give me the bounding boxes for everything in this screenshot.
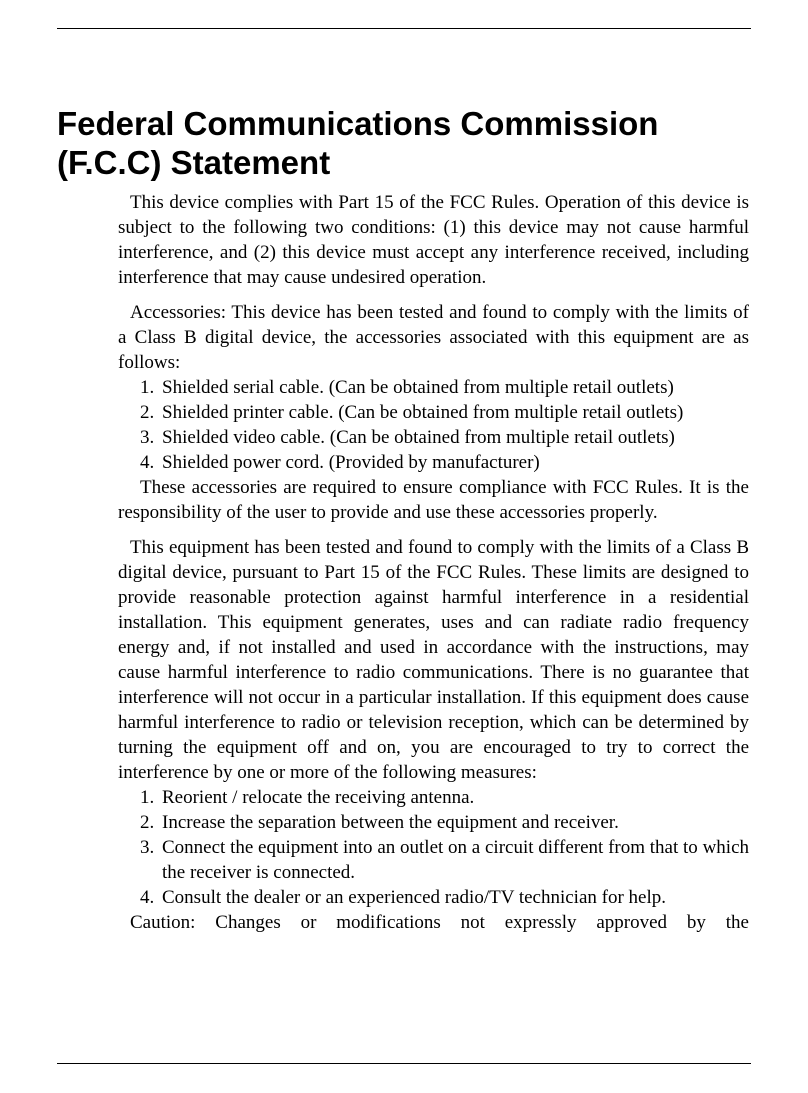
accessories-paragraph: Accessories: This device has been tested and found to comply with the limits of a Class B digital device, the accessories associated with this equipment are as follows:: [118, 302, 749, 373]
list-item-text: Shielded serial cable. (Can be obtained from multiple retail outlets): [162, 377, 674, 398]
page-title-line-1: Federal Communications Commission: [57, 105, 659, 142]
list-item: [118, 885, 749, 910]
list-item: [118, 375, 749, 400]
caution-paragraph: Caution: Changes or modifications not expressly approved by the: [130, 912, 749, 933]
list-item: [118, 450, 749, 475]
accessories-note-paragraph: These accessories are required to ensure compliance with FCC Rules. It is the responsibility of the user to provide and use these accessories properly.: [118, 477, 749, 523]
list-item-number: 2.: [140, 812, 155, 833]
list-item: [118, 425, 749, 450]
list-item-text: Connect the equipment into an outlet on a circuit different from that to which the receiver is connected.: [162, 837, 749, 883]
page-title-line-2: (F.C.C) Statement: [57, 144, 331, 181]
list-item-number: 3.: [140, 837, 155, 858]
list-item: [118, 835, 749, 885]
list-item-number: 1.: [140, 787, 155, 808]
equipment-paragraph: This equipment has been tested and found to comply with the limits of a Class B digital device, pursuant to Part 15 of the FCC Rules. These limits are designed to provide reasonable protection against harmful interference in a residential installation. This equipment generates, uses and can radiate radio frequency energy and, if not installed and used in accordance with the instructions, may cause harmful interference to radio communications. There is no guarantee that interference will not occur in a particular installation. If this equipment does cause harmful interference to radio or television reception, which can be determined by turning the equipment off and on, you are encouraged to try to correct the interference by one or more of the following measures:: [118, 537, 749, 783]
list-item-text: Increase the separation between the equipment and receiver.: [162, 812, 619, 833]
intro-paragraph: This device complies with Part 15 of the FCC Rules. Operation of this device is subject to the following two conditions: (1) this device may not cause harmful interference, and (2) this device must accept any interference received, including interference that may cause undesired operation.: [118, 192, 749, 288]
measures-list: [118, 785, 749, 910]
list-item-text: Shielded printer cable. (Can be obtained from multiple retail outlets): [162, 402, 684, 423]
accessories-list: [118, 375, 749, 475]
list-item-text: Consult the dealer or an experienced radio/TV technician for help.: [162, 887, 667, 908]
list-item-text: Shielded power cord. (Provided by manufacturer): [162, 452, 540, 473]
list-item-number: 1.: [140, 377, 155, 398]
bottom-rule: [57, 1063, 751, 1064]
document-body: [118, 190, 749, 935]
list-item: [118, 785, 749, 810]
list-item-number: 3.: [140, 427, 155, 448]
list-item-number: 2.: [140, 402, 155, 423]
list-item-number: 4.: [140, 887, 155, 908]
list-item-number: 4.: [140, 452, 155, 473]
page-title: [57, 104, 757, 182]
list-item-text: Shielded video cable. (Can be obtained from multiple retail outlets): [162, 427, 675, 448]
list-item: [118, 810, 749, 835]
top-rule: [57, 28, 751, 29]
list-item-text: Reorient / relocate the receiving antenna.: [162, 787, 475, 808]
list-item: [118, 400, 749, 425]
